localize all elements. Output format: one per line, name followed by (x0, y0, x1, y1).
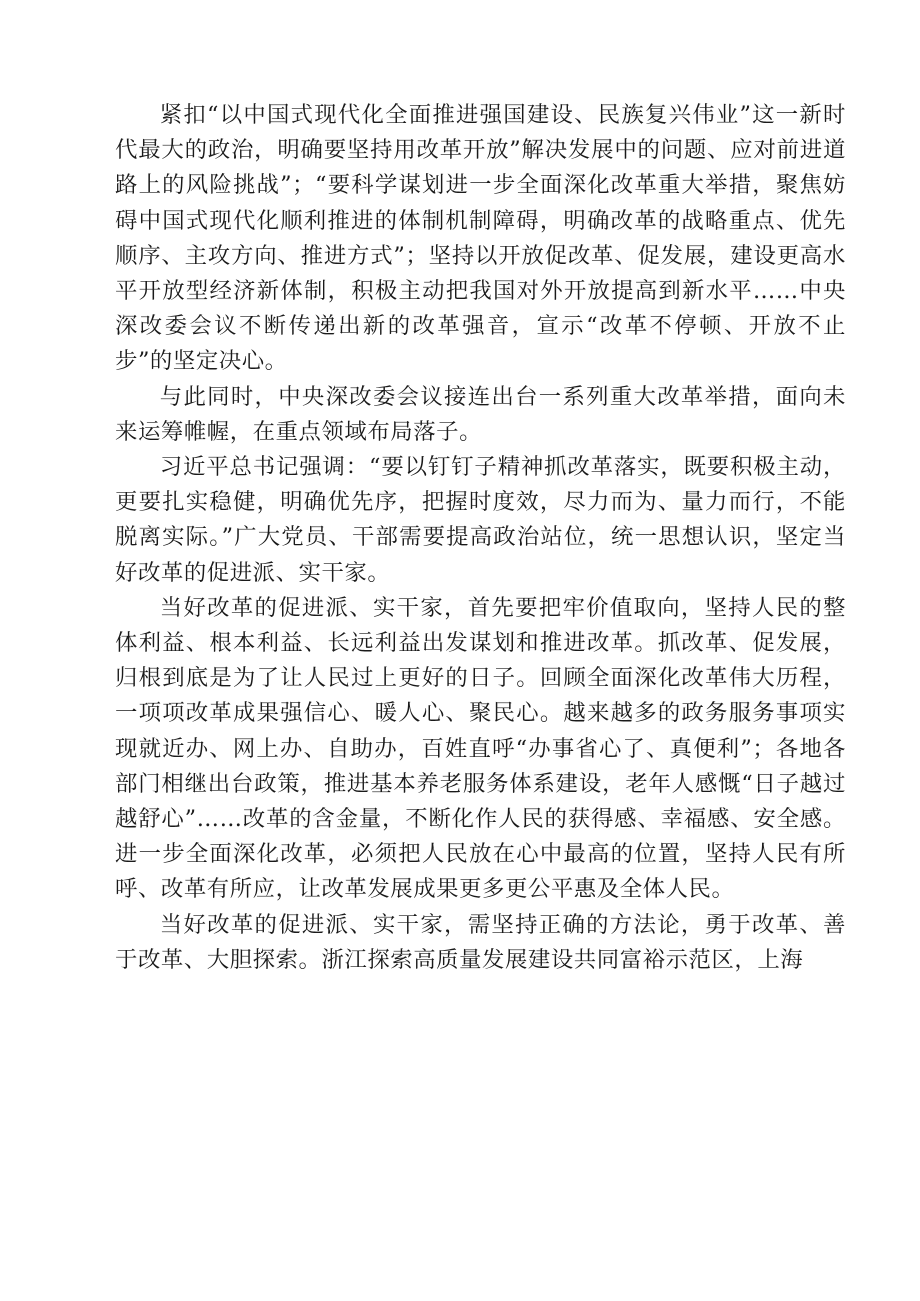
paragraph-5: 当好改革的促进派、实干家，需坚持正确的方法论，勇于改革、善于改革、大胆探索。浙江探索高质量发展建设共同富裕示范区，上海 (115, 911, 846, 973)
paragraph-2: 与此同时，中央深改委会议接连出台一系列重大改革举措，面向未来运筹帷幄，在重点领域布局落子。 (115, 383, 846, 445)
paragraph-1: 紧扣“以中国式现代化全面推进强国建设、民族复兴伟业”这一新时代最大的政治，明确要坚持用改革开放”解决发展中的问题、应对前进道路上的风险挑战”；“要科学谋划进一步全面深化改革重大举措，聚焦妨碍中国式现代化顺利推进的体制机制障碍，明确改革的战略重点、优先顺序、主攻方向、推进方式”；坚持以开放促改革、促发展，建设更高水平开放型经济新体制，积极主动把我国对外开放提高到新水平……中央深改委会议不断传递出新的改革强音，宣示“改革不停顿、开放不止步”的坚定决心。 (115, 102, 846, 375)
paragraph-4: 当好改革的促进派、实干家，首先要把牢价值取向，坚持人民的整体利益、根本利益、长远利益出发谋划和推进改革。抓改革、促发展，归根到底是为了让人民过上更好的日子。回顾全面深化改革伟大历程，一项项改革成果强信心、暖人心、聚民心。越来越多的政务服务事项实现就近办、网上办、自助办，百姓直呼“办事省心了、真便利”；各地各部门相继出台政策，推进基本养老服务体系建设，老年人感慨“日子越过越舒心”……改革的含金量，不断化作人民的获得感、幸福感、安全感。进一步全面深化改革，必须把人民放在心中最高的位置，坚持人民有所呼、改革有所应，让改革发展成果更多更公平惠及全体人民。 (115, 594, 846, 903)
paragraph-3: 习近平总书记强调：“要以钉钉子精神抓改革落实，既要积极主动，更要扎实稳健，明确优先序，把握时度效，尽力而为、量力而行，不能脱离实际。”广大党员、干部需要提高政治站位，统一思想认识，坚定当好改革的促进派、实干家。 (115, 454, 846, 586)
